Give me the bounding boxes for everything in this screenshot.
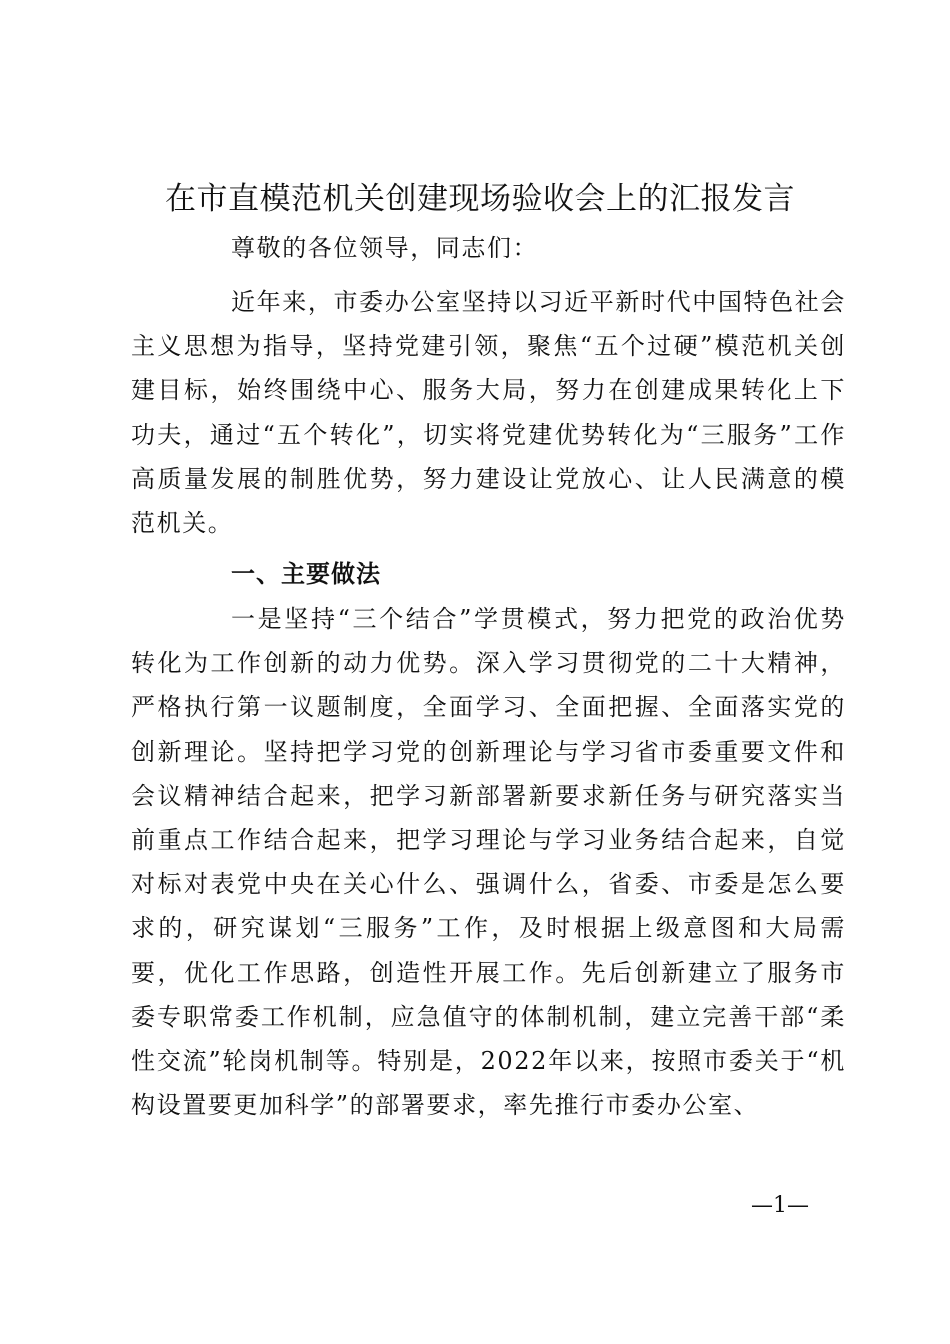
section-heading: 一、主要做法 <box>231 560 381 588</box>
section-paragraph: 一是坚持“三个结合”学贯模式，努力把党的政治优势转化为工作创新的动力优势。深入学习贯彻党的二十大精神，严格执行第一议题制度，全面学习、全面把握、全面落实党的创新理论。坚持把学习党的创新理论与学习省市委重要文件和会议精神结合起来，把学习新部署新要求新任务与研究落实当前重点工作结合起来，把学习理论与学习业务结合起来，自觉对标对表党中央在关心什么、强调什么，省委、市委是怎么要求的，研究谋划“三服务”工作，及时根据上级意图和大局需要，优化工作思路，创造性开展工作。先后创新建立了服务市委专职常委工作机制，应急值守的体制机制，建立完善干部“柔性交流”轮岗机制等。特别是，2022年以来，按照市委关于“机构设置要更加科学”的部署要求，率先推行市委办公室、 <box>131 605 846 1120</box>
intro-paragraph: 近年来，市委办公室坚持以习近平新时代中国特色社会主义思想为指导，坚持党建引领，聚焦“五个过硬”模范机关创建目标，始终围绕中心、服务大局，努力在创建成果转化上下功夫，通过“五个转化”，切实将党建优势转化为“三服务”工作高质量发展的制胜优势，努力建设让党放心、让人民满意的模范机关。 <box>131 288 846 538</box>
page-number: —1— <box>751 1193 809 1218</box>
salutation: 尊敬的各位领导，同志们： <box>231 234 539 262</box>
document-title: 在市直模范机关创建现场验收会上的汇报发言 <box>165 181 795 217</box>
